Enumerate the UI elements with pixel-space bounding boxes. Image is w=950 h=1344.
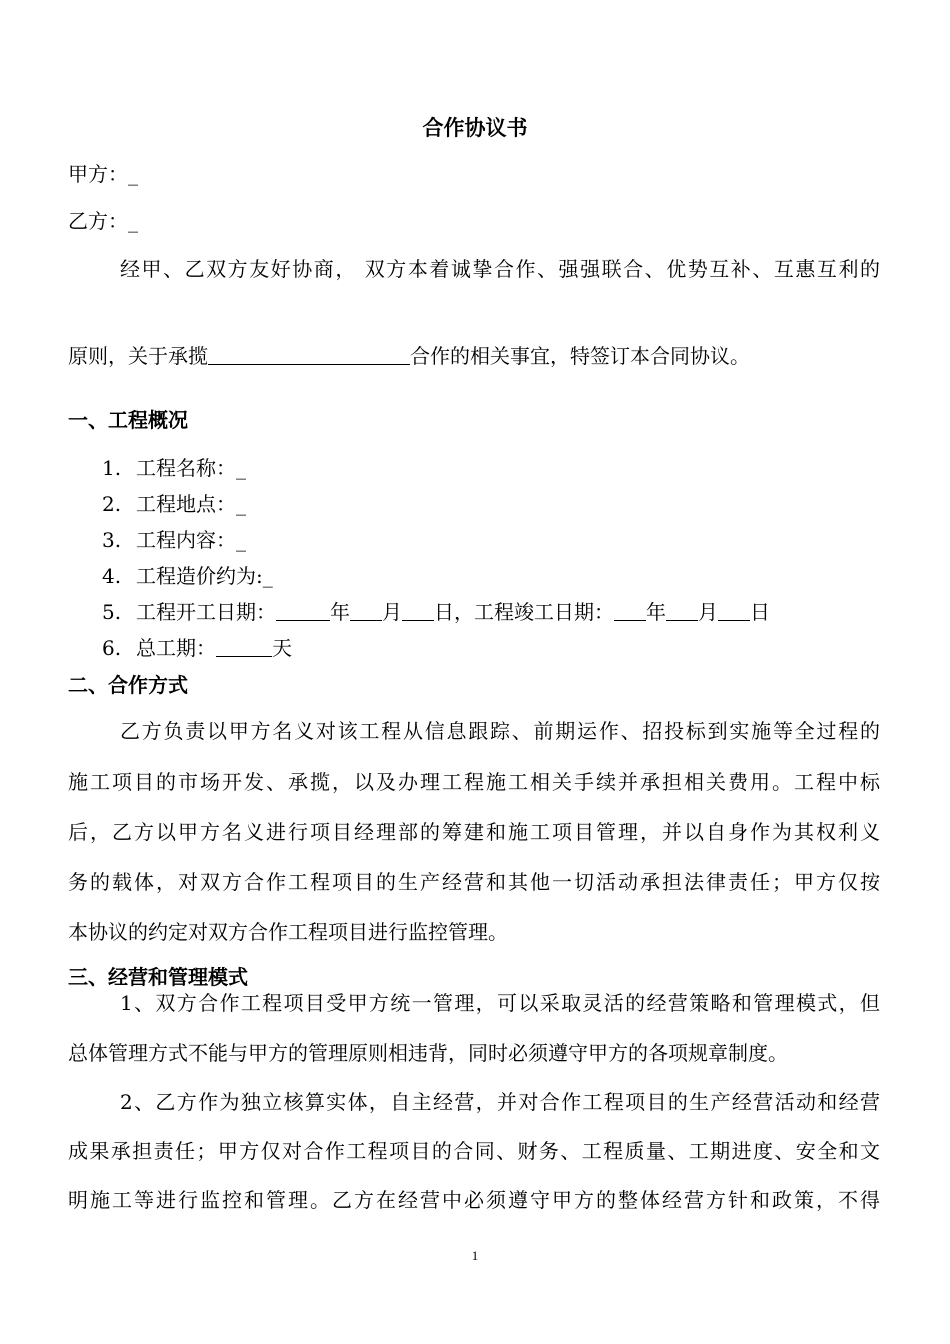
section2-line: 本协议的约定对双方合作工程项目进行监控管理。 bbox=[68, 920, 508, 944]
item-number: 5. bbox=[102, 600, 122, 624]
dates-item bbox=[102, 600, 770, 624]
section1-heading: 一、工程概况 bbox=[68, 408, 188, 432]
party-a-value: _ bbox=[128, 162, 138, 186]
item-value: _ bbox=[236, 492, 246, 516]
section2-line: 后，乙方以甲方名义进行项目经理部的筹建和施工项目管理，并以自身作为其权利义 bbox=[68, 820, 880, 844]
project-blank bbox=[208, 344, 410, 365]
end-year-blank bbox=[614, 600, 646, 621]
list-item bbox=[102, 492, 246, 516]
party-b-value: _ bbox=[128, 209, 138, 233]
party-b-line bbox=[68, 209, 138, 233]
start-date-label: 工程开工日期： bbox=[136, 600, 276, 624]
party-a-label: 甲方： bbox=[68, 162, 128, 186]
section2-line: 务的载体，对双方合作工程项目的生产经营和其他一切活动承担法律责任；甲方仅按 bbox=[68, 870, 880, 894]
item-label: 工程造价约为: bbox=[136, 564, 263, 588]
intro-line-2 bbox=[68, 344, 750, 368]
day-unit: 日 bbox=[750, 600, 770, 624]
duration-label: 总工期： bbox=[136, 636, 216, 660]
item-label: 工程名称： bbox=[136, 456, 236, 480]
section3-paragraph-2-line: 2、乙方作为独立核算实体，自主经营，并对合作工程项目的生产经营活动和经营 bbox=[120, 1090, 880, 1114]
day-unit: 日 bbox=[434, 600, 454, 624]
duration-blank bbox=[216, 636, 272, 657]
start-day-blank bbox=[402, 600, 434, 621]
item-number: 3. bbox=[102, 528, 122, 552]
item-label: 工程地点： bbox=[136, 492, 236, 516]
section2-heading: 二、合作方式 bbox=[68, 673, 188, 697]
section3-paragraph-2-line: 明施工等进行监控和管理。乙方在经营中必须遵守甲方的整体经营方针和政策，不得 bbox=[68, 1188, 880, 1212]
section3-paragraph-2-line: 成果承担责任；甲方仅对合作工程项目的合同、财务、工程质量、工期进度、安全和文 bbox=[68, 1139, 880, 1163]
date-separator: ， bbox=[454, 600, 474, 624]
year-unit: 年 bbox=[330, 600, 350, 624]
section3-paragraph-1-line: 总体管理方式不能与甲方的管理原则相违背，同时必须遵守甲方的各项规章制度。 bbox=[68, 1041, 788, 1065]
duration-unit: 天 bbox=[272, 636, 292, 660]
item-number: 1. bbox=[102, 456, 122, 480]
page-number: 1 bbox=[471, 1248, 479, 1263]
list-item bbox=[102, 564, 273, 588]
item-label: 工程内容： bbox=[136, 528, 236, 552]
item-value: _ bbox=[236, 456, 246, 480]
intro-line-1: 经甲、乙双方友好协商， 双方本着诚挚合作、强强联合、优势互补、互惠互利的 bbox=[120, 257, 880, 281]
party-a-line bbox=[68, 162, 138, 186]
item-number: 2. bbox=[102, 492, 122, 516]
end-date-label: 工程竣工日期： bbox=[474, 600, 614, 624]
list-item bbox=[102, 456, 246, 480]
item-value: _ bbox=[262, 564, 273, 588]
item-value: _ bbox=[236, 528, 246, 552]
month-unit: 月 bbox=[382, 600, 402, 624]
intro-line-2-after: 合作的相关事宜，特签订本合同协议。 bbox=[410, 344, 750, 368]
start-year-blank bbox=[276, 600, 330, 621]
end-month-blank bbox=[666, 600, 698, 621]
document-title: 合作协议书 bbox=[422, 116, 528, 140]
party-b-label: 乙方： bbox=[68, 209, 128, 233]
list-item bbox=[102, 528, 246, 552]
section3-paragraph-1-line: 1、双方合作工程项目受甲方统一管理，可以采取灵活的经营策略和管理模式，但 bbox=[120, 991, 880, 1015]
year-unit: 年 bbox=[646, 600, 666, 624]
end-day-blank bbox=[718, 600, 750, 621]
section2-line: 施工项目的市场开发、承揽，以及办理工程施工相关手续并承担相关费用。工程中标 bbox=[68, 770, 880, 794]
section2-line: 乙方负责以甲方名义对该工程从信息跟踪、前期运作、招投标到实施等全过程的 bbox=[120, 719, 880, 743]
start-month-blank bbox=[350, 600, 382, 621]
item-number: 4. bbox=[102, 564, 122, 588]
item-number: 6. bbox=[102, 636, 122, 660]
duration-item bbox=[102, 636, 292, 660]
month-unit: 月 bbox=[698, 600, 718, 624]
section3-heading: 三、经营和管理模式 bbox=[68, 965, 248, 989]
intro-line-2-before: 原则，关于承揽 bbox=[68, 344, 208, 368]
